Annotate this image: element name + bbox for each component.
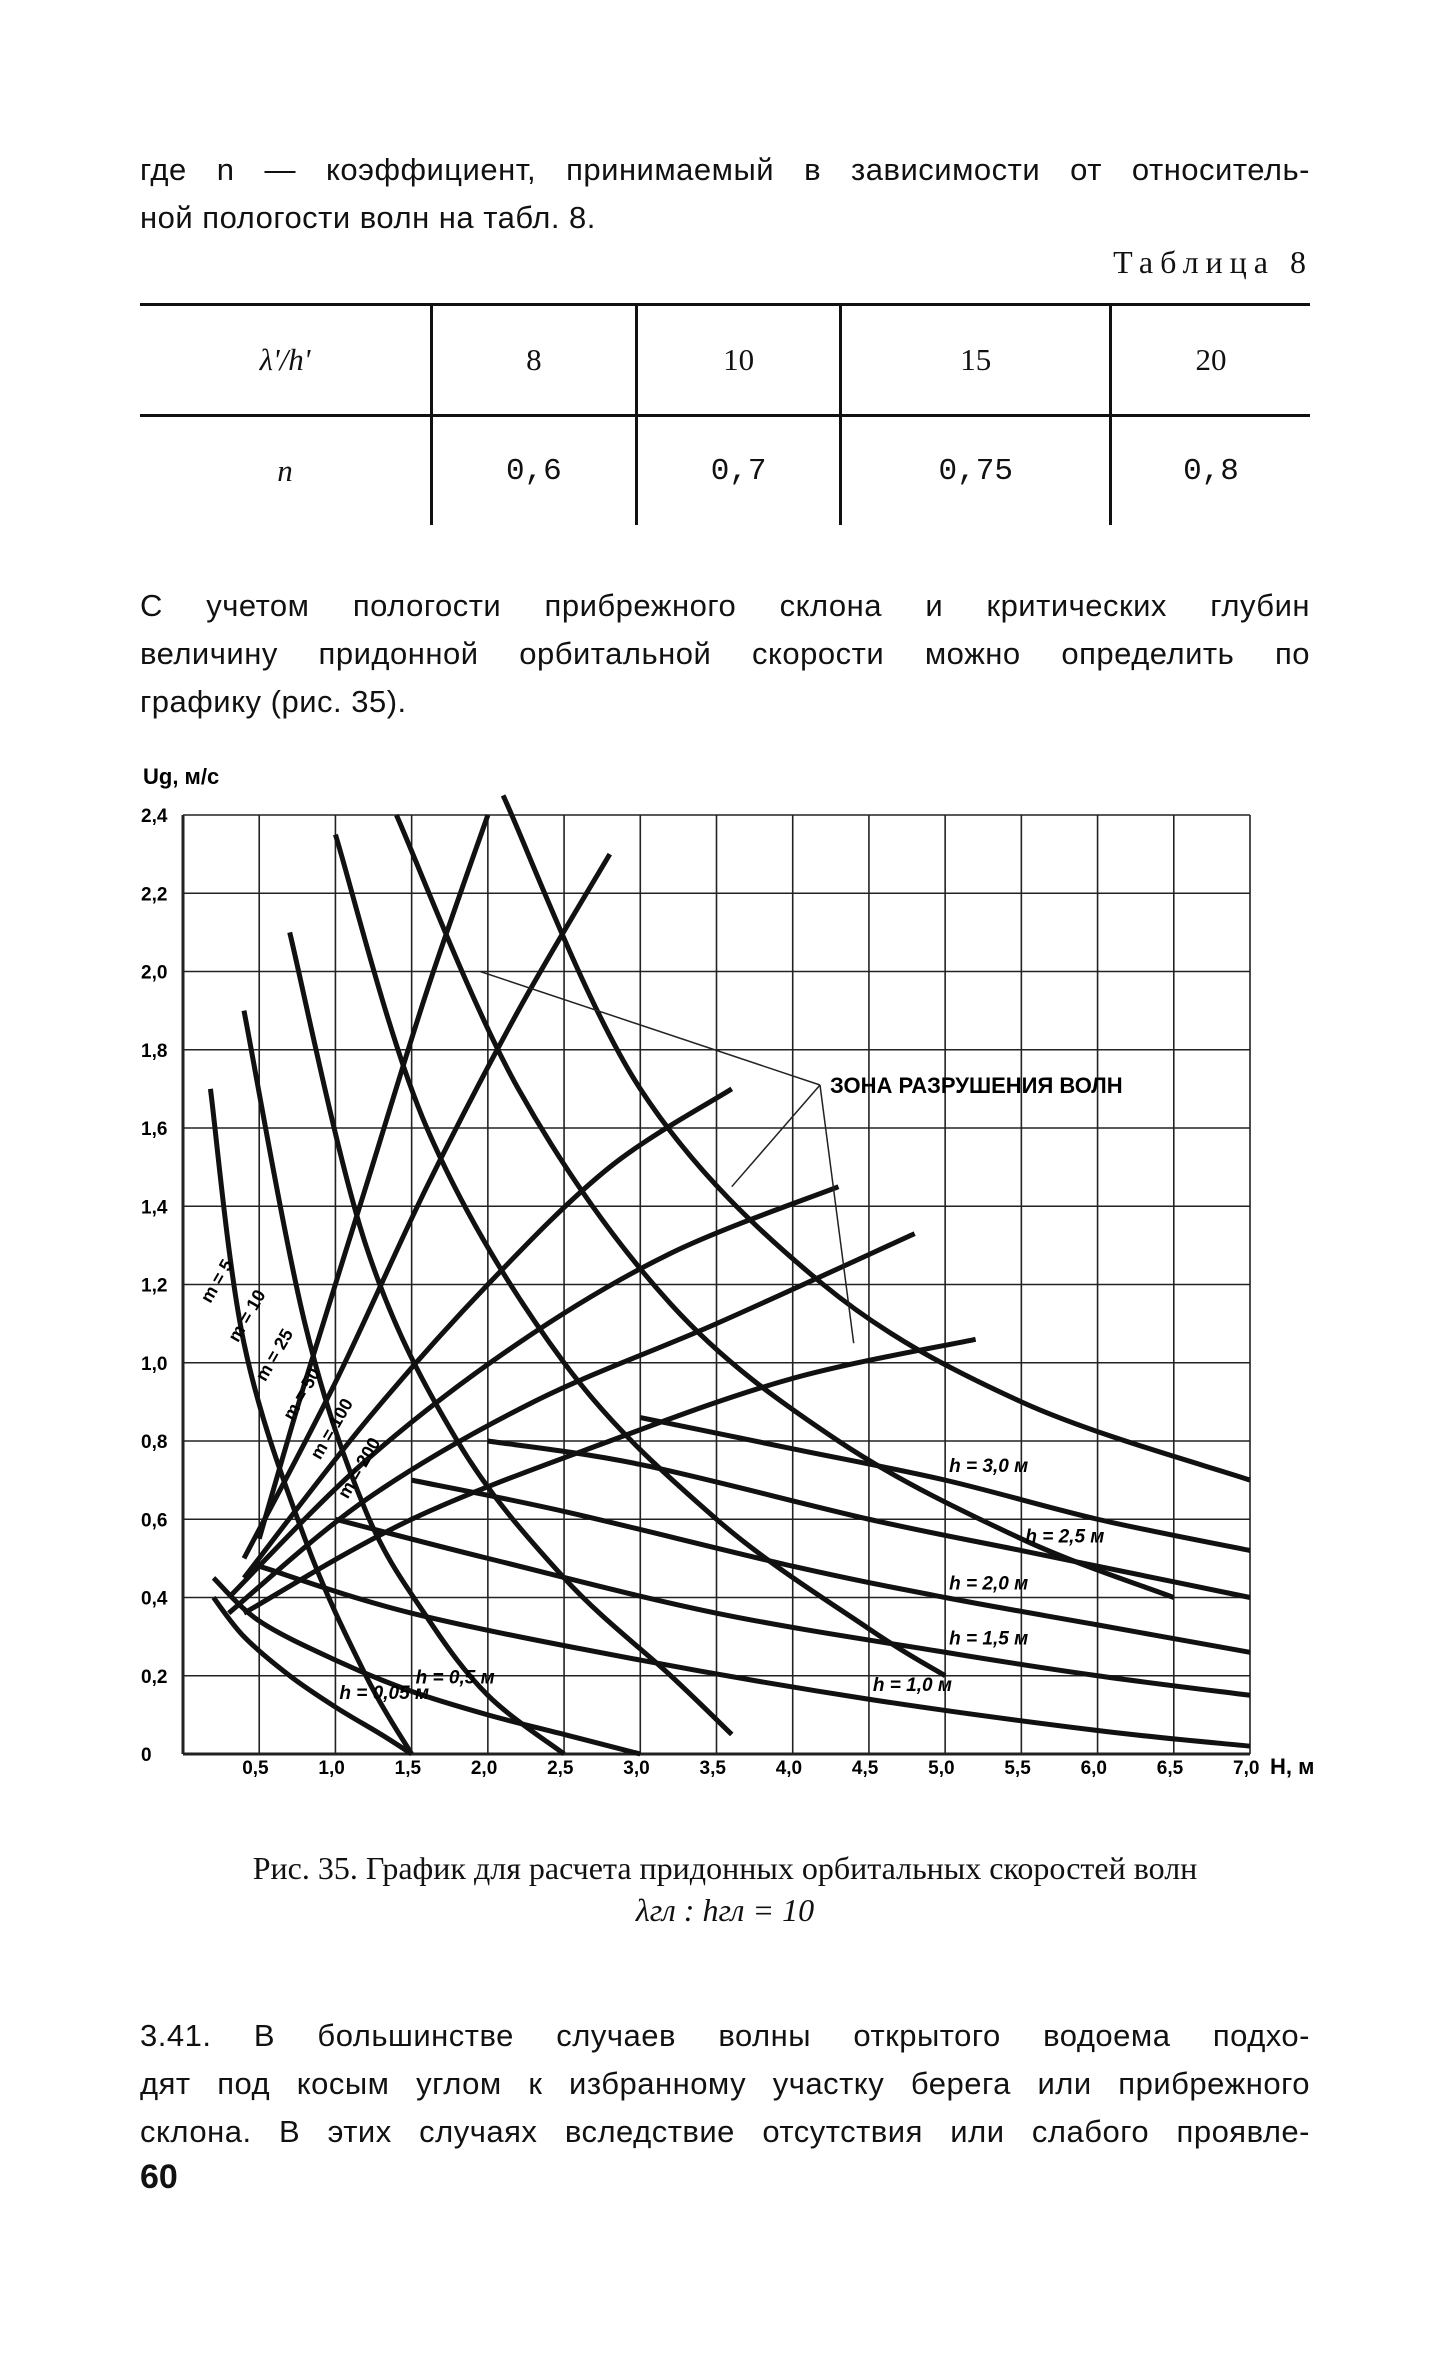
table-cell: n: [140, 416, 432, 526]
caption-line-1: Рис. 35. График для расчета придонных орбитальных скоростей волн: [252, 1850, 1198, 1886]
x-tick-label: 2,0: [470, 1758, 498, 1779]
y-tick-label: 1,0: [141, 1353, 168, 1375]
zone-annotation: ЗОНА РАЗРУШЕНИЯ ВОЛН: [830, 1073, 1123, 1098]
h-curve-label: h = 0,5 м: [415, 1667, 495, 1689]
paragraph-3-line-2: дят под косым углом к избранному участку берега или прибрежного: [140, 2066, 1310, 2101]
m-curve-label: m = 10: [224, 1286, 270, 1346]
x-tick-label: 1,0: [318, 1758, 345, 1779]
h-curve-label: h = 1,0 м: [872, 1675, 952, 1697]
h-curve: [412, 1480, 1250, 1652]
chart-curves: [210, 795, 1250, 1754]
table-header-cell: 10: [636, 305, 841, 416]
y-tick-label: 1,6: [141, 1119, 168, 1140]
intro-line-2: ной пологости волн на табл. 8.: [140, 200, 596, 235]
x-tick-label: 3,0: [623, 1758, 650, 1779]
paragraph-2-line-1: С учетом пологости прибрежного склона и критических глубин: [140, 588, 1310, 623]
y-tick-label: 2,0: [141, 962, 168, 984]
x-tick-label: 1,5: [394, 1758, 422, 1779]
h-curve-label: h = 1,5 м: [949, 1628, 1029, 1650]
x-axis-label: Н, м: [1270, 1754, 1315, 1779]
h-curve-label: h = 0,05 м: [339, 1683, 430, 1705]
figure-caption: [140, 1847, 1310, 1931]
table-title: Таблица 8: [1113, 244, 1313, 280]
m-curve-label: m = 50: [278, 1364, 325, 1424]
paragraph-3: [140, 2012, 1310, 2156]
y-tick-label: 0: [141, 1745, 152, 1766]
intro-line-1: где n — коэффициент, принимаемый в зависимости от относитель-: [140, 152, 1310, 187]
paragraph-2-line-2: величину придонной орбитальной скорости можно определить по: [140, 636, 1310, 671]
page-number: 60: [140, 2158, 178, 2196]
m-curve-label: m = 5: [196, 1255, 238, 1307]
zone-pointer-line: [732, 1085, 820, 1187]
y-tick-label: 1,8: [141, 1040, 168, 1062]
m-curve-label: m = 100: [306, 1394, 357, 1463]
y-tick-label: 0,4: [141, 1588, 168, 1610]
y-tick-label: 1,2: [141, 1275, 168, 1297]
h-curve-label: h = 2,5 м: [1025, 1526, 1105, 1548]
table-header-cell: 20: [1110, 305, 1310, 416]
paragraph-3-line-1: 3.41. В большинстве случаев волны открытого водоема подхо-: [140, 2018, 1310, 2053]
x-tick-label: 0,5: [242, 1758, 269, 1779]
table-header-cell: λ'/h': [140, 305, 432, 416]
y-tick-label: 0,8: [141, 1432, 168, 1453]
x-tick-label: 3,5: [699, 1758, 726, 1779]
table-cell: 0,6: [432, 416, 637, 526]
zone-pointer-line: [820, 1085, 854, 1343]
x-tick-label: 5,0: [928, 1758, 955, 1779]
y-tick-label: 2,2: [141, 884, 168, 906]
m-curve: [244, 1011, 564, 1754]
y-tick-label: 0,2: [141, 1666, 168, 1688]
x-tick-label: 6,0: [1080, 1758, 1107, 1779]
y-tick-label: 0,6: [141, 1510, 168, 1532]
h-curve-label: h = 2,0 м: [949, 1573, 1029, 1595]
table-header-cell: 8: [432, 305, 637, 416]
m-curve-label: m = 25: [251, 1325, 298, 1385]
h-curve-label: h = 3,0 м: [949, 1456, 1029, 1478]
y-axis-label: Ug, м/с: [143, 764, 220, 789]
paragraph-2-line-3: графику (рис. 35).: [140, 684, 407, 719]
x-tick-label: 6,5: [1156, 1758, 1184, 1779]
x-tick-label: 4,0: [775, 1758, 803, 1779]
x-tick-label: 7,0: [1233, 1758, 1260, 1779]
m-curve-label: m = 200: [333, 1434, 385, 1502]
m-curve: [503, 795, 1250, 1480]
x-tick-label: 2,5: [547, 1758, 574, 1779]
table-cell: 0,75: [841, 416, 1111, 526]
x-tick-label: 5,5: [1004, 1758, 1031, 1779]
chart-labels: [141, 806, 1259, 1779]
table-cell: 0,7: [636, 416, 841, 526]
y-tick-label: 1,4: [141, 1197, 168, 1219]
caption-line-2: λгл : hгл = 10: [635, 1892, 815, 1928]
m-curve: [210, 1089, 411, 1754]
y-tick-label: 2,4: [141, 806, 168, 827]
zone-pointer-line: [480, 972, 820, 1086]
x-tick-label: 4,5: [851, 1758, 879, 1779]
table-cell: 0,8: [1110, 416, 1310, 526]
table-header-cell: 15: [841, 305, 1111, 416]
paragraph-3-line-3: склона. В этих случаях вследствие отсутствия или слабого проявле-: [140, 2114, 1310, 2149]
